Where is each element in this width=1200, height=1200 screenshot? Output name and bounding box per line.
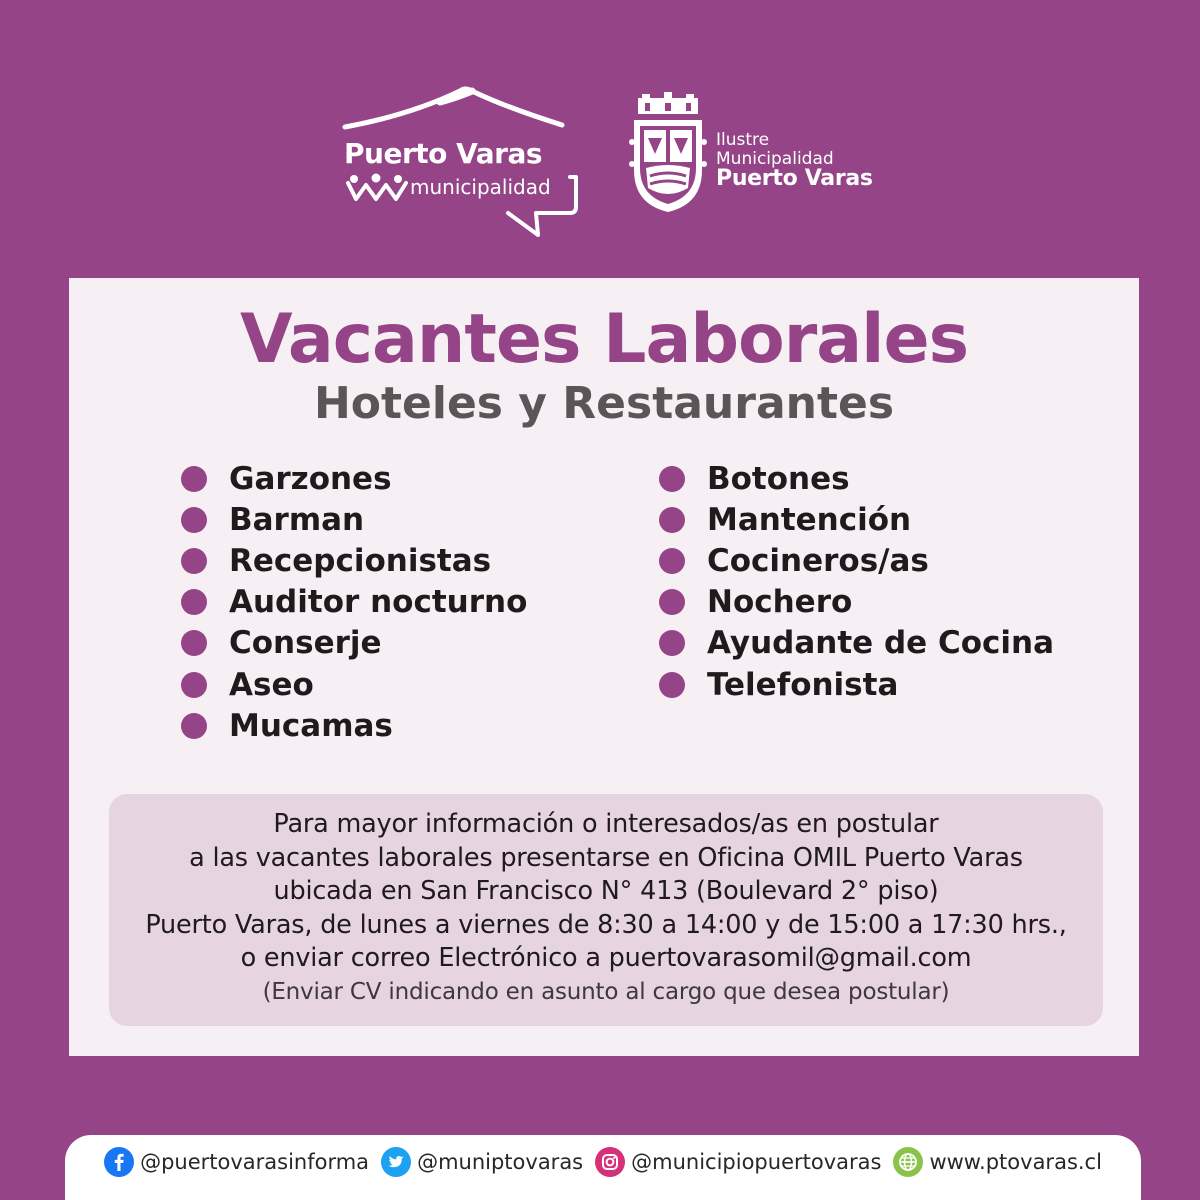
bullet-icon	[659, 672, 685, 698]
bullet-icon	[181, 548, 207, 574]
logo-name: Puerto Varas	[344, 137, 543, 170]
vacancy-label: Botones	[707, 460, 850, 497]
vacancy-label: Auditor nocturno	[229, 584, 528, 621]
list-item	[659, 664, 1054, 705]
list-item	[181, 705, 527, 746]
list-item	[659, 623, 1054, 664]
vacancies-list-right	[659, 458, 1054, 705]
coat-of-arms-icon	[628, 92, 708, 214]
bullet-icon	[181, 507, 207, 533]
list-item	[659, 582, 1054, 623]
page-subtitle: Hoteles y Restaurantes	[313, 378, 895, 429]
puerto-varas-logo	[340, 85, 585, 240]
logo-subtitle: municipalidad	[410, 175, 551, 199]
facebook-icon	[104, 1147, 134, 1177]
page-title: Vacantes Laborales	[239, 300, 969, 379]
bullet-icon	[181, 466, 207, 492]
list-item	[181, 582, 527, 623]
vacancy-label: Cocineros/as	[707, 542, 929, 579]
bullet-icon	[659, 548, 685, 574]
globe-icon	[893, 1147, 923, 1177]
muni-line-3: Puerto Varas	[716, 166, 873, 191]
list-item	[659, 540, 1054, 581]
vacancy-label: Ayudante de Cocina	[707, 625, 1055, 662]
list-item	[181, 664, 527, 705]
municipalidad-logo	[628, 92, 888, 217]
info-note: (Enviar CV indicando en asunto al cargo que desea postular)	[262, 978, 950, 1005]
vacancy-label: Nochero	[707, 584, 853, 621]
twitter-icon	[381, 1147, 411, 1177]
info-line-2: a las vacantes laborales presentarse en Oficina OMIL Puerto Varas	[189, 842, 1023, 873]
vacancy-label: Mantención	[707, 501, 912, 538]
info-line-5: o enviar correo Electrónico a puertovarasomil@gmail.com	[240, 943, 972, 973]
bullet-icon	[659, 589, 685, 615]
bullet-icon	[659, 507, 685, 533]
bullet-icon	[181, 672, 207, 698]
instagram-icon	[595, 1147, 625, 1177]
vacancy-label: Mucamas	[229, 707, 393, 744]
info-line-1: Para mayor información o interesados/as en postular	[273, 809, 939, 839]
info-line-3: ubicada en San Francisco N° 413 (Boulevard 2° piso)	[273, 876, 939, 906]
bullet-icon	[659, 466, 685, 492]
list-item	[181, 623, 527, 664]
twitter-handle: @muniptovaras	[417, 1150, 584, 1174]
list-item	[659, 458, 1054, 499]
vacancy-label: Telefonista	[707, 666, 899, 703]
bullet-icon	[181, 713, 207, 739]
bullet-icon	[181, 630, 207, 656]
website-link[interactable]	[893, 1147, 1101, 1177]
vacancy-label: Conserje	[229, 625, 382, 662]
list-item	[181, 540, 527, 581]
vacancy-label: Recepcionistas	[229, 542, 492, 579]
vacancy-label: Garzones	[229, 460, 392, 497]
list-item	[181, 499, 527, 540]
facebook-link[interactable]	[104, 1147, 369, 1177]
vacancies-list-left	[181, 458, 527, 746]
bullet-icon	[181, 589, 207, 615]
content-panel	[69, 278, 1139, 1056]
speech-bubble-icon	[340, 85, 585, 240]
list-item	[659, 499, 1054, 540]
instagram-link[interactable]	[595, 1147, 881, 1177]
instagram-handle: @municipiopuertovaras	[631, 1150, 882, 1174]
twitter-link[interactable]	[381, 1147, 583, 1177]
muni-line-1: Ilustre	[716, 130, 770, 150]
list-item	[181, 458, 527, 499]
vacancy-label: Barman	[229, 501, 365, 538]
info-line-4: Puerto Varas, de lunes a viernes de 8:30 a 14:00 y de 15:00 a 17:30 hrs.,	[145, 909, 1067, 940]
social-footer	[65, 1135, 1141, 1200]
vacancy-label: Aseo	[229, 666, 314, 703]
facebook-handle: @puertovarasinforma	[140, 1150, 370, 1174]
bullet-icon	[659, 630, 685, 656]
muni-line-2: Municipalidad	[716, 149, 834, 169]
info-box	[109, 794, 1103, 1026]
website-url: www.ptovaras.cl	[929, 1150, 1102, 1174]
